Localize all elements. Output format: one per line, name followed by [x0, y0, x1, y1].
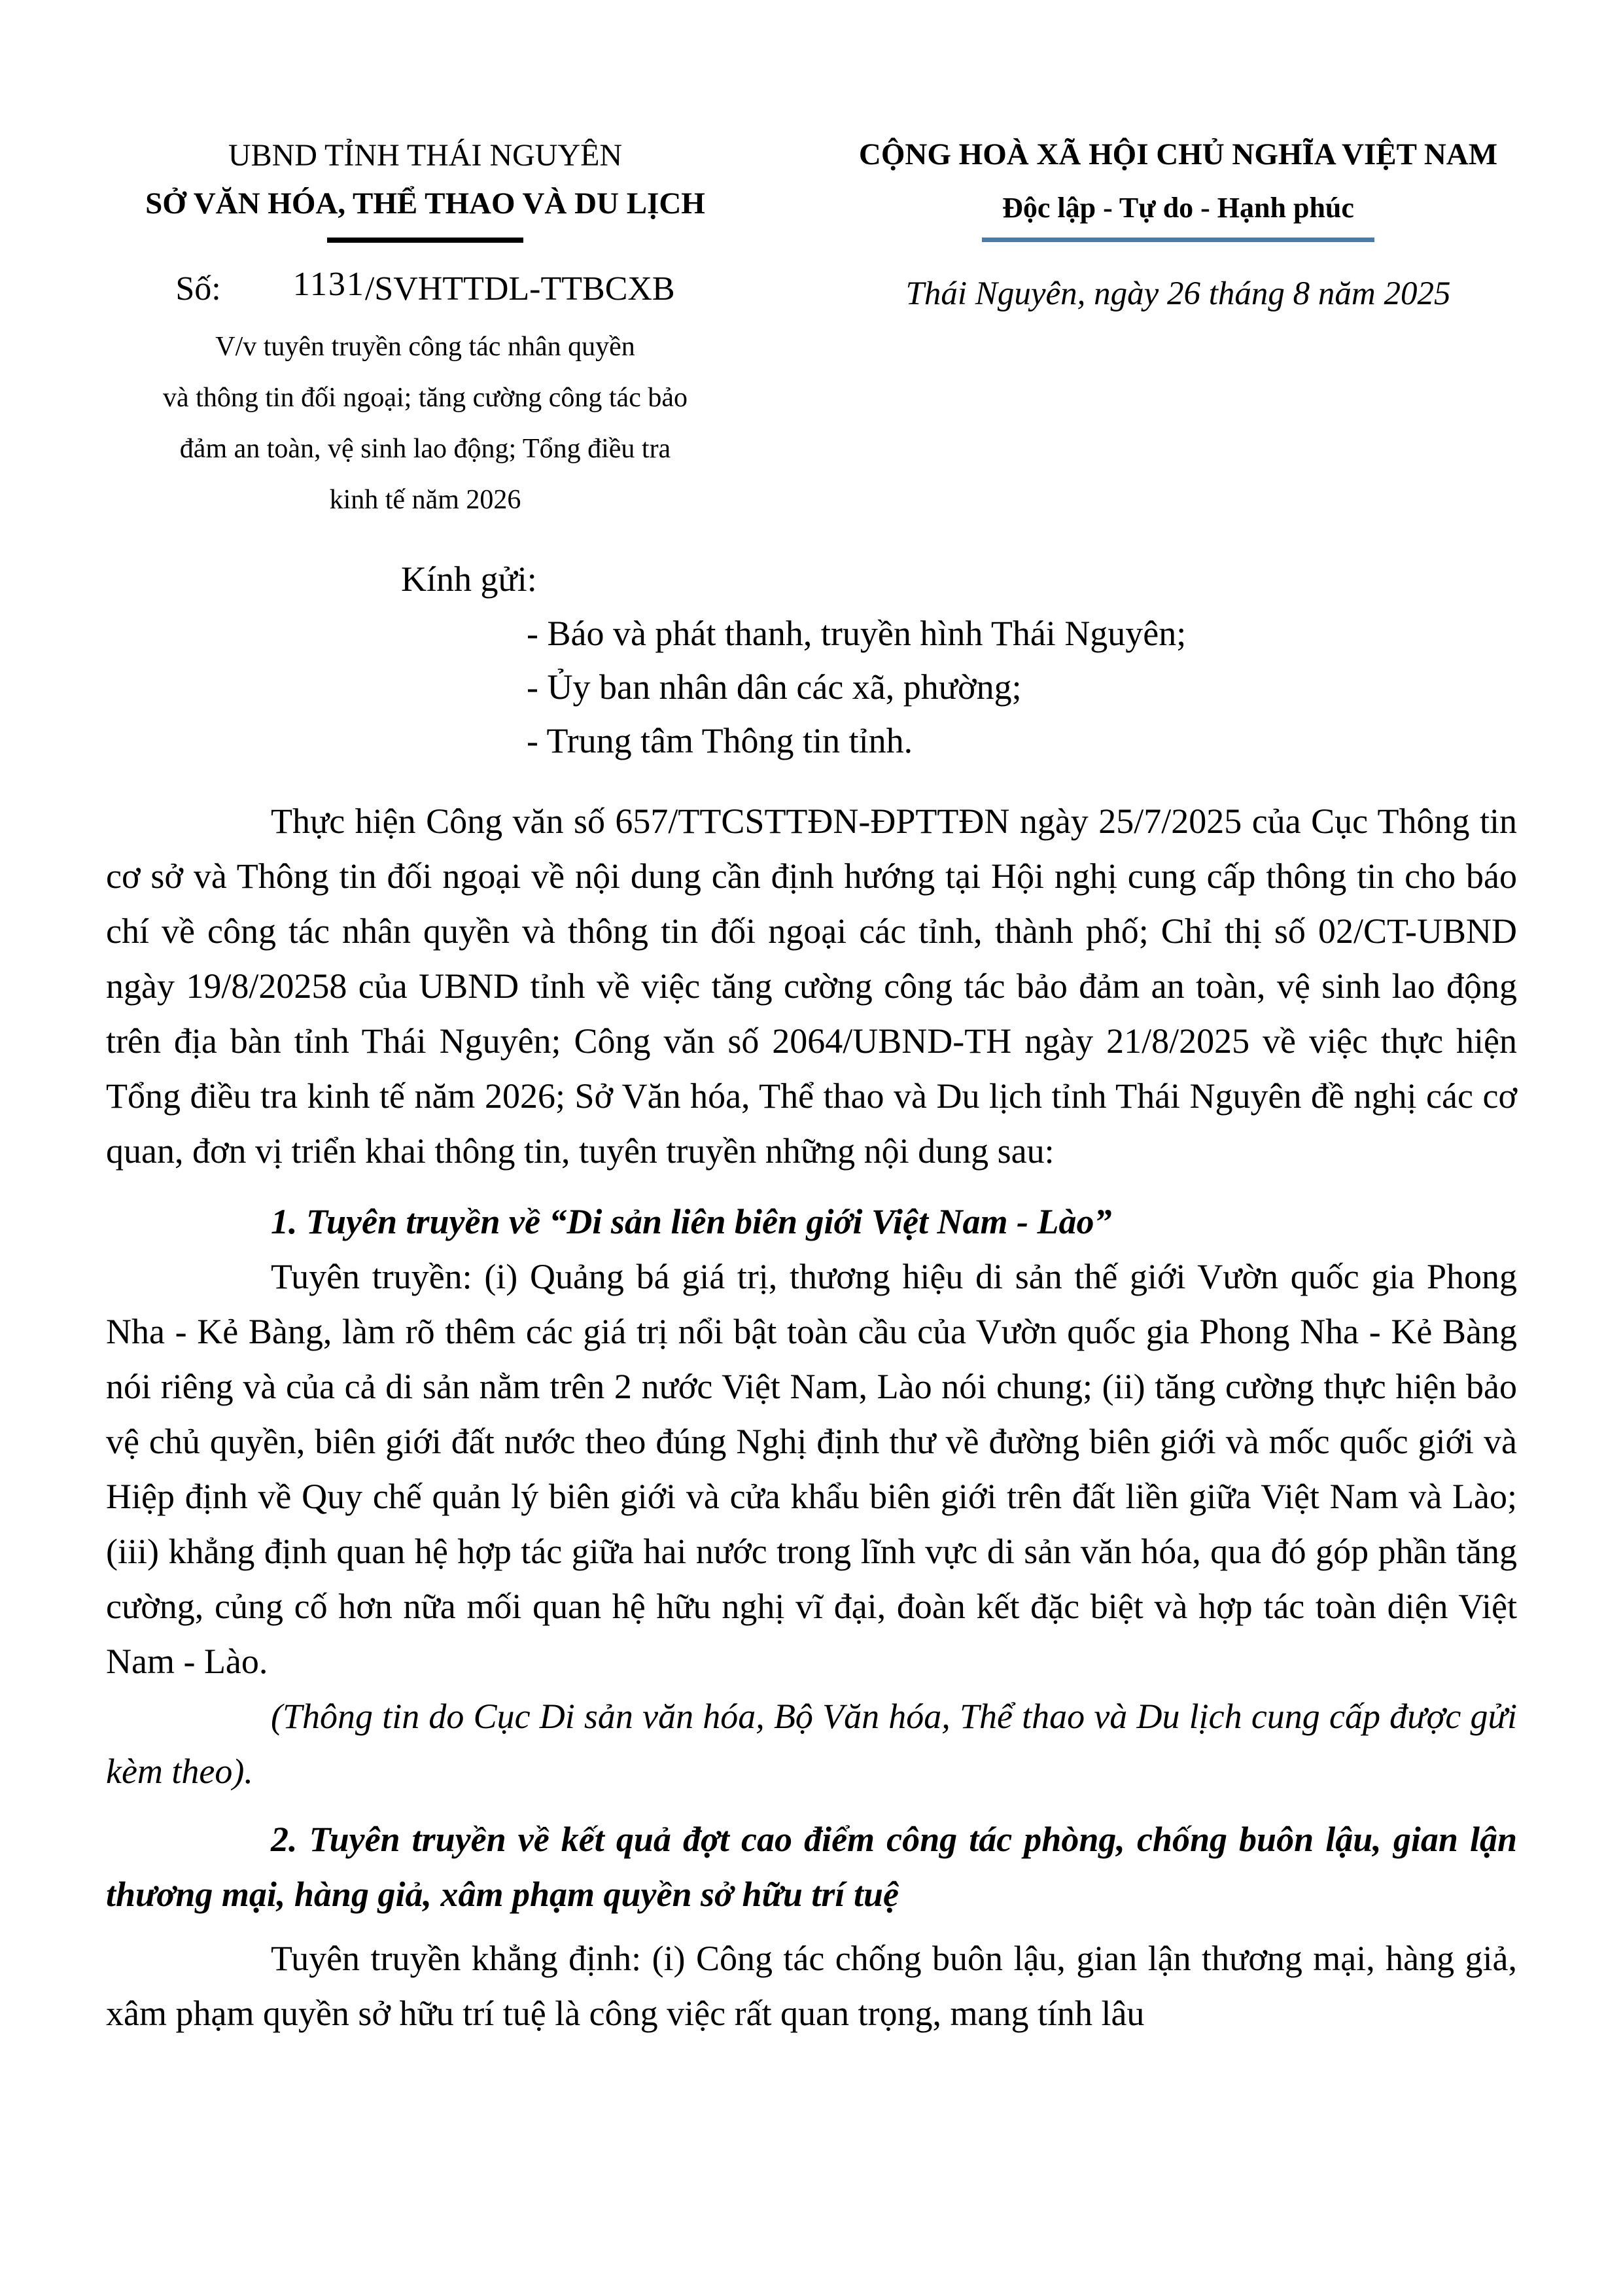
header-left-block [105, 134, 746, 525]
national-title: CỘNG HOÀ XÃ HỘI CHỦ NGHĨA VIỆT NAM [858, 137, 1498, 171]
subject-line-2: và thông tin đối ngoại; tăng cường công tác bảo [163, 383, 688, 413]
issuing-authority-parent: UBND TỈNH THÁI NGUYÊN [228, 138, 623, 173]
document-body [0, 794, 1623, 2041]
recipient-item-3: - Trung tâm Thông tin tỉnh. [527, 721, 913, 760]
body-paragraph-2: Tuyên truyền: (i) Quảng bá giá trị, thương hiệu di sản thế giới Vườn quốc gia Phong Nha - Kẻ Bàng, làm rõ thêm các giá trị nổi bật toàn cầu của Vườn quốc gia Phong Nha - Kẻ Bàng nói riêng và của cả di sản nằm trên 2 nước Việt Nam, Lào nói chung; (ii) tăng cường thực hiện bảo vệ chủ quyền, biên giới đất nước theo đúng Nghị định thư về đường biên giới và mốc quốc giới và Hiệp định về Quy chế quản lý biên giới và cửa khẩu biên giới trên đất liền giữa Việt Nam và Lào; (iii) khẳng định quan hệ hợp tác giữa hai nước trong lĩnh vực di sản văn hóa, qua đó góp phần tăng cường, củng cố hơn nữa mối quan hệ hữu nghị vĩ đại, đoàn kết đặc biệt và hợp tác toàn diện Việt Nam - Lào. [106, 1257, 1517, 1681]
document-number-value: 1131 [292, 266, 365, 303]
recipient-item-1: - Báo và phát thanh, truyền hình Thái Nguyên; [527, 614, 1187, 653]
salutation-label: Kính gửi: [401, 559, 537, 599]
org-name-divider [327, 238, 523, 243]
document-number-label: Số: [175, 270, 221, 308]
issuing-authority-name: SỞ VĂN HÓA, THỂ THAO VÀ DU LỊCH [145, 186, 705, 221]
body-paragraph-3: Tuyên truyền khẳng định: (i) Công tác chống buôn lậu, gian lận thương mại, hàng giả, xâm phạm quyền sở hữu trí tuệ là công việc rất quan trọng, mang tính lâu [106, 1939, 1517, 2033]
document-subject [105, 321, 746, 525]
subject-line-4: kinh tế năm 2026 [329, 485, 521, 515]
note-paragraph: (Thông tin do Cục Di sản văn hóa, Bộ Văn hóa, Thể thao và Du lịch cung cấp được gửi kèm theo). [106, 1697, 1517, 1791]
recipient-list [527, 607, 1623, 768]
header-right-block [812, 134, 1544, 525]
document-number-symbol: /SVHTTDL-TTBCXB [364, 270, 675, 308]
recipient-item-2: - Ủy ban nhân dân các xã, phường; [527, 667, 1022, 707]
motto-divider [982, 238, 1374, 242]
document-header [0, 0, 1623, 525]
place-date-line: Thái Nguyên, ngày 26 tháng 8 năm 2025 [905, 275, 1451, 312]
salutation-block [0, 552, 1623, 768]
section-heading-1: 1. Tuyên truyền về “Di sản liên biên giới Việt Nam - Lào” [271, 1202, 1112, 1241]
national-motto: Độc lập - Tự do - Hạnh phúc [1002, 192, 1354, 224]
body-paragraph-1: Thực hiện Công văn số 657/TTCSTTĐN-ĐPTTĐN ngày 25/7/2025 của Cục Thông tin cơ sở và Thông tin đối ngoại về nội dung cần định hướng tại Hội nghị cung cấp thông tin cho báo chí về công tác nhân quyền và thông tin đối ngoại các tỉnh, thành phố; Chỉ thị số 02/CT-UBND ngày 19/8/20258 của UBND tỉnh về việc tăng cường công tác bảo đảm an toàn, vệ sinh lao động trên địa bàn tỉnh Thái Nguyên; Công văn số 2064/UBND-TH ngày 21/8/2025 về việc thực hiện Tổng điều tra kinh tế năm 2026; Sở Văn hóa, Thể thao và Du lịch tỉnh Thái Nguyên đề nghị các cơ quan, đơn vị triển khai thông tin, tuyên truyền những nội dung sau: [106, 802, 1517, 1171]
subject-line-1: V/v tuyên truyền công tác nhân quyền [215, 332, 635, 362]
subject-line-3: đảm an toàn, vệ sinh lao động; Tổng điều tra [179, 434, 671, 464]
section-heading-2: 2. Tuyên truyền về kết quả đợt cao điểm công tác phòng, chống buôn lậu, gian lận thương mại, hàng giả, xâm phạm quyền sở hữu trí tuệ [106, 1820, 1517, 1914]
document-number-line [105, 266, 746, 312]
